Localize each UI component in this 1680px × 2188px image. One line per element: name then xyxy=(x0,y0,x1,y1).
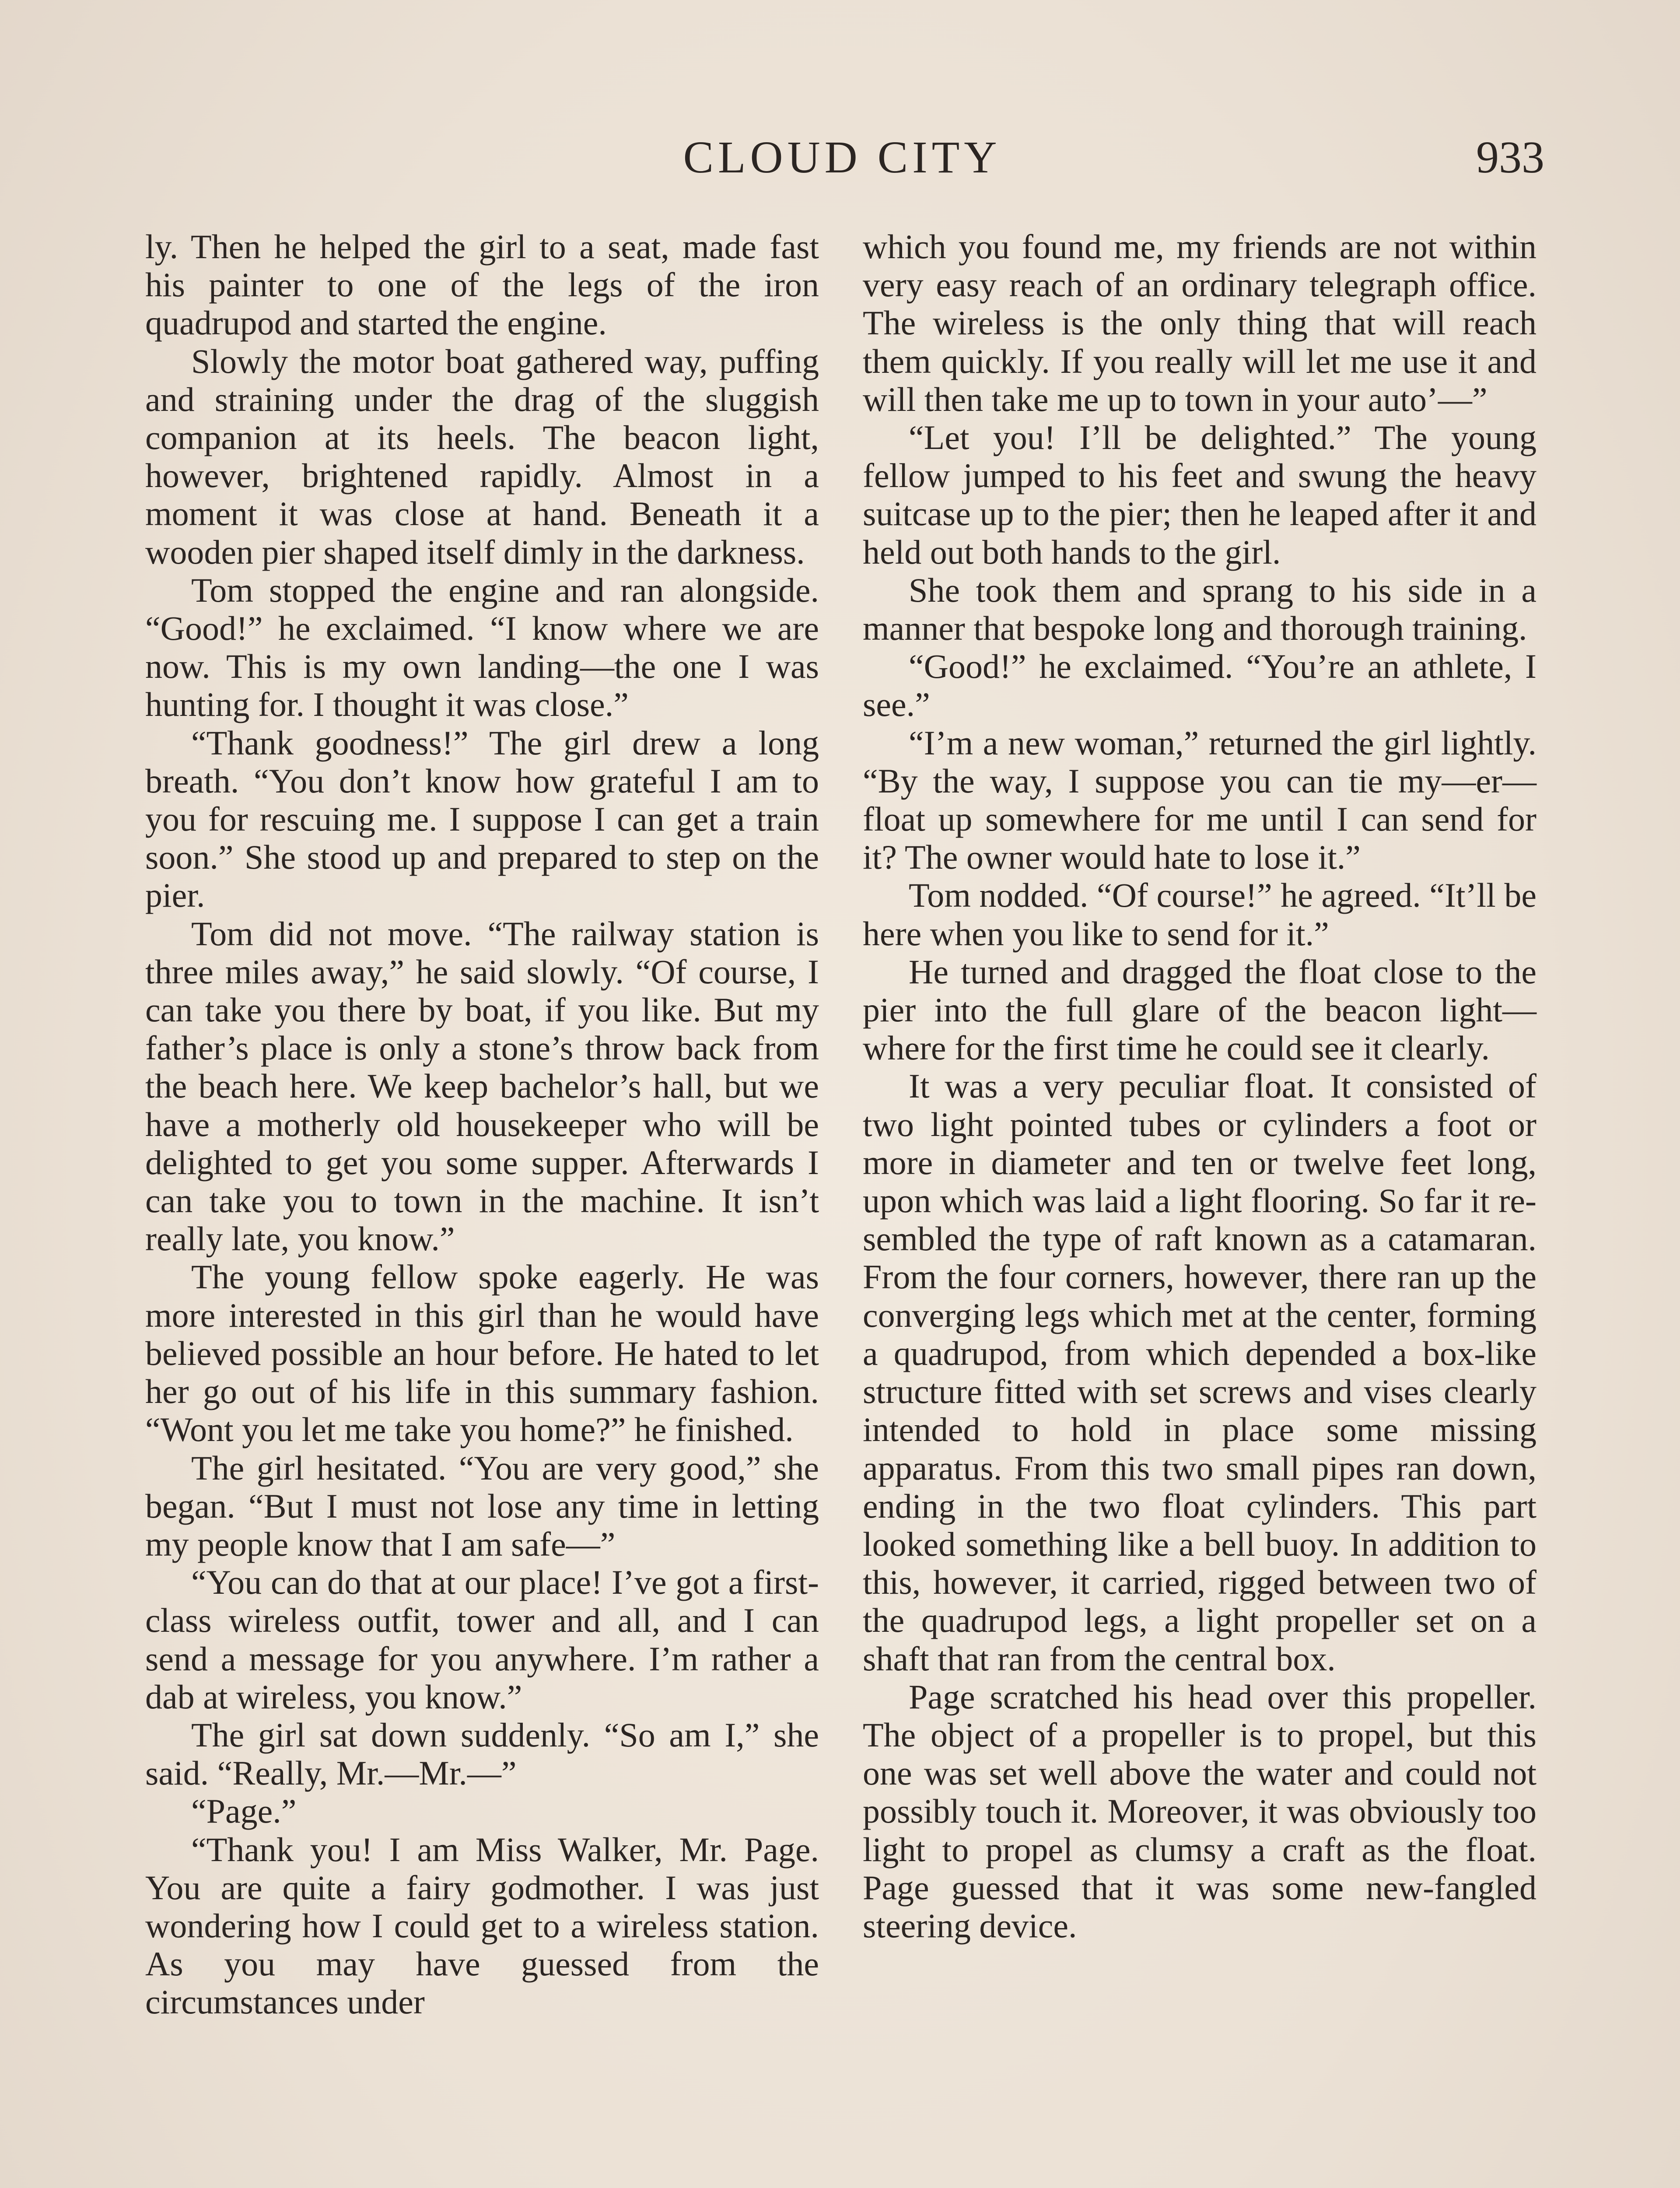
text-column-right xyxy=(863,228,1536,1945)
running-title: CLOUD CITY xyxy=(683,132,1001,182)
paragraph: “Thank goodness!” The girl drew a long breath. “You don’t know how grateful I am to you for rescuing me. I suppose I can get a train soon.” She stood up and prepared to step on the pier. xyxy=(145,723,819,915)
paragraph: Tom did not move. “The railway station is three miles away,” he said slowly. “Of course, I can take you there by boat, if you like. But my father’s place is only a stone’s throw back from the beach here. We keep bachelor’s hall, but we have a motherly old housekeeper who will be delighted to get you some supper. Afterwards I can take you to town in the machine. It isn’t really late, you know.” xyxy=(145,914,819,1258)
paragraph: Tom nodded. “Of course!” he agreed. “It’ll be here when you like to send for it.” xyxy=(863,876,1536,953)
paragraph: “Let you! I’ll be delighted.” The young fellow jumped to his feet and swung the heavy suitcase up to the pier; then he leaped after it and held out both hands to the girl. xyxy=(863,418,1536,571)
paragraph: He turned and dragged the float close to the pier into the full glare of the beacon light—where for the first time he could see it clearly. xyxy=(863,952,1536,1067)
paragraph: ly. Then he helped the girl to a seat, made fast his painter to one of the legs of the iron quadrupod and started the engine. xyxy=(145,228,819,342)
paragraph: The girl hesitated. “You are very good,” she began. “But I must not lose any time in letting my people know that I am safe—” xyxy=(145,1448,819,1563)
paragraph: Slowly the motor boat gathered way, puffing and straining under the drag of the sluggish companion at its heels. The beacon light, however, brightened rapidly. Almost in a moment it was close at hand. Beneath it a wooden pier shaped itself dimly in the darkness. xyxy=(145,342,819,571)
paragraph: “I’m a new woman,” returned the girl lightly. “By the way, I suppose you can tie my—er—float up somewhere for me until I can send for it? The owner would hate to lose it.” xyxy=(863,723,1536,877)
page-number: 933 xyxy=(1476,132,1544,182)
paragraph: “Thank you! I am Miss Walker, Mr. Page. You are quite a fairy godmother. I was just wondering how I could get to a wireless station. As you may have guessed from the circumstances under xyxy=(145,1830,819,2021)
paragraph: It was a very peculiar float. It consisted of two light pointed tubes or cylinders a foot or more in diameter and ten or twelve feet long, upon which was laid a light flooring. So far it resembled the type of raft known as a catamaran. From the four corners, however, there ran up the converging legs which met at the center, forming a quadrupod, from which depended a box-like structure fitted with set screws and vises clearly intended to hold in place some missing apparatus. From this two small pipes ran down, ending in the two float cylinders. This part looked something like a bell buoy. In addition to this, however, it carried, rigged between two of the quadrupod legs, a light propeller set on a shaft that ran from the central box. xyxy=(863,1067,1536,1678)
paragraph: Tom stopped the engine and ran alongside. “Good!” he exclaimed. “I know where we are now. This is my own landing—the one I was hunting for. I thought it was close.” xyxy=(145,571,819,724)
paragraph: Page scratched his head over this propeller. The object of a propeller is to propel, but this one was set well above the water and could not possibly touch it. Moreover, it was obviously too light to propel as clumsy a craft as the float. Page guessed that it was some new-fangled steering device. xyxy=(863,1677,1536,1945)
paragraph: “Good!” he exclaimed. “You’re an athlete, I see.” xyxy=(863,647,1536,724)
paragraph: The girl sat down suddenly. “So am I,” she said. “Really, Mr.—Mr.—” xyxy=(145,1715,819,1792)
paragraph: “You can do that at our place! I’ve got a first-class wireless outfit, tower and all, and I can send a message for you anywhere. I’m rather a dab at wireless, you know.” xyxy=(145,1563,819,1716)
text-column-left xyxy=(145,228,819,2021)
running-head xyxy=(140,131,1544,184)
paragraph: The young fellow spoke eagerly. He was more interested in this girl than he would have believed possible an hour before. He hated to let her go out of his life in this summary fashion. “Wont you let me take you home?” he finished. xyxy=(145,1258,819,1449)
paragraph: She took them and sprang to his side in a manner that bespoke long and thorough training. xyxy=(863,571,1536,648)
paragraph: which you found me, my friends are not within very easy reach of an ordinary telegraph office. The wireless is the only thing that will reach them quickly. If you really will let me use it and will then take me up to town in your auto’—” xyxy=(863,228,1536,418)
paragraph: “Page.” xyxy=(191,1792,297,1830)
